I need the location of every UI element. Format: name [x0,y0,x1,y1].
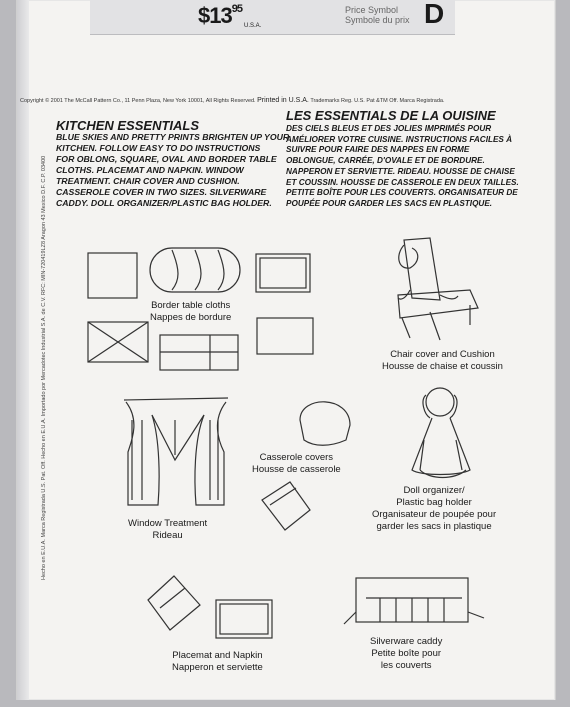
label-line: Casserole covers [259,452,334,463]
english-line: CASSEROLE COVER IN TWO SIZES. SILVERWARE [56,187,267,197]
copyright-notice: Copyright © 2001 The McCall Pattern Co., 11 Penn Plaza, New York 10001, All Rights Reserved. [20,98,256,104]
french-line: SUIVRE POUR FAIRE DES NAPPES EN FORME [286,145,470,155]
french-line: OBLONGUE, CARRÉE, D'OVALE ET DE BORDURE. [286,156,485,166]
label-line: garder les sacs in plastique [376,521,492,532]
english-line: BLUE SKIES AND PRETTY PRINTS BRIGHTEN UP YOUR [56,132,290,142]
label-line: Housse de chaise et coussin [382,361,503,372]
price-symbol-fr: Symbole du prix [345,15,410,25]
label-chair [382,349,503,373]
label-line: Silverware caddy [370,636,443,647]
label-line: Plastic bag holder [396,497,472,508]
napkin-drawing [148,576,200,630]
price-symbol-en: Price Symbol [345,5,399,15]
label-line: Placemat and Napkin [172,650,263,661]
printed-in: Printed in U.S.A. [257,97,309,104]
label-casserole [252,452,341,476]
border-tablecloth-drawing [88,322,148,362]
silverware-caddy-drawing [344,578,484,624]
label-line: Window Treatment [128,518,208,529]
french-line: PETITE BOÎTE POUR LES COUVERTS. ORGANISATEUR DE [286,188,518,198]
price-country: U.S.A. [244,23,262,29]
casserole-cover-large-drawing [300,402,350,445]
chair-cover-drawing [398,238,478,340]
oblong-tablecloth-drawing [256,254,310,292]
french-line: ET COUSSIN. HOUSSE DE CASSEROLE EN DEUX TAILLES. [286,177,519,187]
english-line: TREATMENT. CHAIR COVER AND CUSHION. [56,176,240,186]
label-line: Chair cover and Cushion [390,349,495,360]
label-line: Organisateur de poupée pour [372,509,497,520]
label-line: Nappes de bordure [150,312,232,323]
label-table-cloths [150,300,231,324]
label-line: Napperon et serviette [172,662,263,673]
placemat-drawing [216,600,272,638]
price-dollars: $13 [198,3,232,28]
label-line: Housse de casserole [252,464,341,475]
label-window [128,518,207,542]
casserole-cover-small-drawing [262,482,310,530]
label-doll [372,485,496,533]
label-line: Rideau [152,530,183,541]
french-line: NAPPERON ET SERVIETTE. RIDEAU. HOUSSE DE CHAISE [286,166,515,176]
placemat-outline-drawing [257,318,313,354]
square-tablecloth-drawing [88,253,137,298]
oval-tablecloth-drawing [150,248,240,292]
english-title: KITCHEN ESSENTIALS [56,118,200,133]
english-line: FOR OBLONG, SQUARE, OVAL AND BORDER TABLE [56,154,277,164]
window-treatment-drawing [124,398,228,505]
label-placemat [172,650,263,674]
english-line: CADDY. DOLL ORGANIZER/PLASTIC BAG HOLDER. [56,198,272,208]
french-line: DES CIELS BLEUS ET DES JOLIES IMPRIMÉS POUR [286,124,492,133]
label-line: Doll organizer/ [403,485,465,496]
label-silverware [370,636,442,672]
label-line: Petite boîte pour [371,648,442,659]
english-line: KITCHEN. FOLLOW EASY TO DO INSTRUCTIONS [56,143,261,153]
side-legal-text: Hecho en E.U.A. Marca Registrada U.S. Pat. Off. Hecho en E.U.A. Importado por Mercadotec Industrial S.A. de C.V. RFC: MIN-720419LZ8 Aragon 43 Mexico D.F. C.P. 03400 [41,155,47,580]
runner-tablecloth-drawing [160,335,238,370]
price-letter: D [424,0,445,29]
french-line: AMÉLIORER VOTRE CUISINE. INSTRUCTIONS FACILES À [286,134,513,144]
label-line: les couverts [380,660,432,671]
french-title: LES ESSENTIALS DE LA OUISINE [286,108,496,123]
price-cents: 95 [231,3,242,15]
trademarks: Trademarks Reg. U.S. Pat &TM Off. Marca Registrada. [310,98,445,104]
label-line: Border table cloths [151,300,231,311]
english-line: CLOTHS. PLACEMAT AND NAPKIN. WINDOW [56,165,244,175]
doll-organizer-drawing [412,388,470,478]
french-line: POUPÉE POUR GARDER LES SACS EN PLASTIQUE. [286,198,493,208]
